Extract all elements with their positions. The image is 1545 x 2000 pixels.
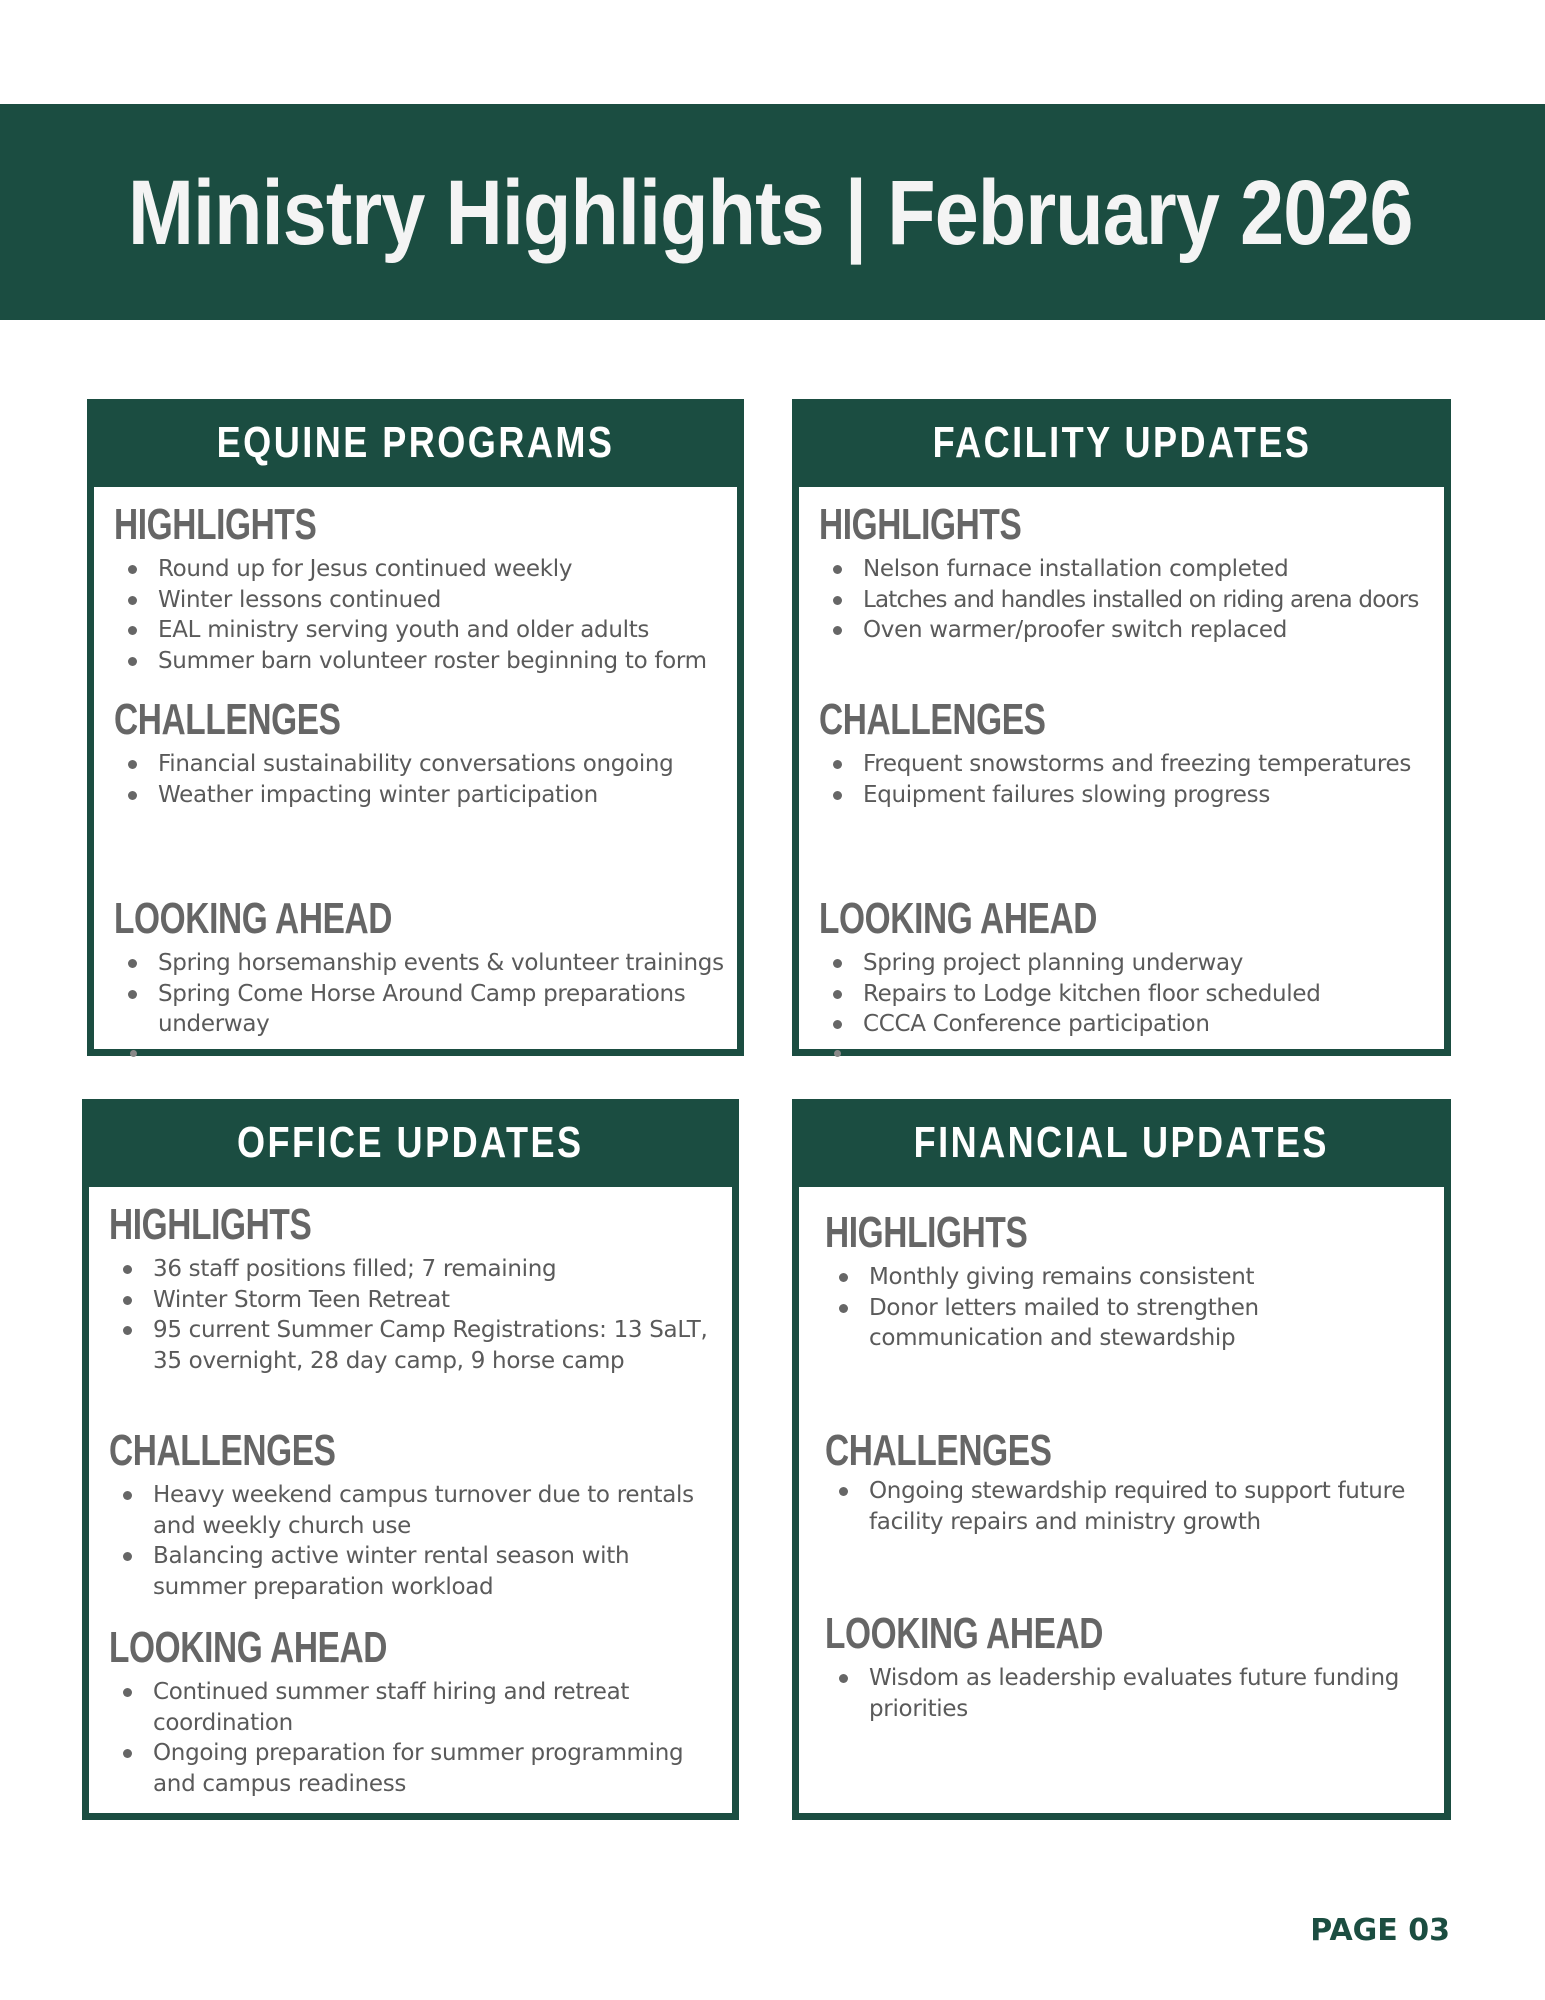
list-item: Oven warmer/proofer switch replaced <box>819 615 1446 646</box>
bullet-icon <box>128 760 137 769</box>
bullet-icon <box>123 1749 132 1758</box>
section-heading: LOOKING AHEAD <box>819 894 1098 943</box>
challenges-section <box>819 695 1438 810</box>
list-item: 95 current Summer Camp Registrations: 13 SaLT, 35 overnight, 28 day camp, 9 horse camp <box>109 1315 726 1376</box>
section-heading: HIGHLIGHTS <box>825 1208 1028 1257</box>
section-heading: LOOKING AHEAD <box>109 1623 388 1672</box>
looking-ahead-list <box>825 1663 1438 1724</box>
list-item: Latches and handles installed on riding arena doors <box>819 585 1446 616</box>
looking-ahead-section <box>109 1623 726 1799</box>
bullet-icon <box>123 1296 132 1305</box>
looking-ahead-list <box>114 948 731 1040</box>
bullet-icon <box>839 1487 848 1496</box>
looking-ahead-section <box>819 894 1438 1040</box>
bullet-icon <box>833 760 842 769</box>
card-financial-updates <box>792 1099 1451 1820</box>
bullet-icon <box>833 596 842 605</box>
list-item: Wisdom as leadership evaluates future funding priorities <box>825 1663 1438 1724</box>
bullet-icon <box>123 1326 132 1335</box>
list-item: Ongoing stewardship required to support future facility repairs and ministry growth <box>825 1476 1438 1537</box>
bullet-icon <box>833 990 842 999</box>
page-number: PAGE 03 <box>1310 1913 1450 1948</box>
bullet-icon <box>123 1265 132 1274</box>
bullet-icon <box>128 657 137 666</box>
list-item: Frequent snowstorms and freezing temperatures <box>819 749 1438 780</box>
list-item: Financial sustainability conversations ongoing <box>114 749 731 780</box>
list-item: Monthly giving remains consistent <box>825 1262 1438 1293</box>
bullet-icon <box>833 565 842 574</box>
list-item: Equipment failures slowing progress <box>819 780 1438 811</box>
highlights-section <box>109 1200 726 1376</box>
looking-ahead-section <box>825 1609 1438 1724</box>
list-item: Spring horsemanship events & volunteer trainings <box>114 948 731 979</box>
challenges-section <box>109 1426 726 1602</box>
bullet-icon <box>128 791 137 800</box>
bullet-icon <box>123 1491 132 1500</box>
bullet-icon <box>834 1050 841 1057</box>
section-heading: CHALLENGES <box>819 695 1046 744</box>
challenges-list <box>825 1476 1438 1537</box>
list-item: EAL ministry serving youth and older adults <box>114 615 731 646</box>
highlights-list <box>109 1254 726 1376</box>
list-item: Weather impacting winter participation <box>114 780 731 811</box>
card-header <box>82 1099 739 1187</box>
bullet-icon <box>833 1020 842 1029</box>
bullet-icon <box>839 1304 848 1313</box>
page-title: Ministry Highlights | February 2026 <box>128 162 1413 264</box>
card-header <box>792 1099 1451 1187</box>
card-office-updates <box>82 1099 739 1820</box>
card-title: OFFICE UPDATES <box>237 1118 584 1167</box>
highlights-section <box>825 1208 1438 1354</box>
challenges-section <box>825 1426 1438 1537</box>
looking-ahead-section <box>114 894 731 1040</box>
challenges-list <box>819 749 1438 810</box>
list-item: Spring project planning underway <box>819 948 1438 979</box>
card-title: FINANCIAL UPDATES <box>913 1118 1330 1167</box>
highlights-section <box>114 500 731 676</box>
highlights-list <box>114 554 731 676</box>
card-equine-programs <box>87 399 744 1056</box>
list-item: 36 staff positions filled; 7 remaining <box>109 1254 726 1285</box>
highlights-section <box>819 500 1446 646</box>
looking-ahead-list <box>109 1677 726 1799</box>
list-item: Heavy weekend campus turnover due to rentals and weekly church use <box>109 1480 726 1541</box>
bullet-icon <box>839 1273 848 1282</box>
list-item: Spring Come Horse Around Camp preparations underway <box>114 979 731 1040</box>
card-header <box>792 399 1451 487</box>
section-heading: HIGHLIGHTS <box>819 500 1022 549</box>
list-item: Summer barn volunteer roster beginning to form <box>114 646 731 677</box>
card-header <box>87 399 744 487</box>
list-item: Ongoing preparation for summer programming and campus readiness <box>109 1738 726 1799</box>
section-heading: LOOKING AHEAD <box>825 1609 1104 1658</box>
list-item: CCCA Conference participation <box>819 1009 1438 1040</box>
list-item: Balancing active winter rental season with summer preparation workload <box>109 1541 726 1602</box>
list-item: Continued summer staff hiring and retreat coordination <box>109 1677 726 1738</box>
card-title: EQUINE PROGRAMS <box>216 418 615 467</box>
highlights-list <box>825 1262 1438 1354</box>
card-title: FACILITY UPDATES <box>932 418 1311 467</box>
bullet-icon <box>839 1674 848 1683</box>
list-item: Donor letters mailed to strengthen communication and stewardship <box>825 1293 1438 1354</box>
challenges-list <box>109 1480 726 1602</box>
bullet-icon <box>833 791 842 800</box>
challenges-section <box>114 695 731 810</box>
list-item: Repairs to Lodge kitchen floor scheduled <box>819 979 1438 1010</box>
card-facility-updates <box>792 399 1451 1056</box>
bullet-icon <box>130 1050 137 1057</box>
bullet-icon <box>128 565 137 574</box>
list-item: Round up for Jesus continued weekly <box>114 554 731 585</box>
looking-ahead-list <box>819 948 1438 1040</box>
challenges-list <box>114 749 731 810</box>
section-heading: LOOKING AHEAD <box>114 894 393 943</box>
list-item: Winter Storm Teen Retreat <box>109 1285 726 1316</box>
bullet-icon <box>128 596 137 605</box>
bullet-icon <box>128 626 137 635</box>
section-heading: CHALLENGES <box>825 1426 1052 1475</box>
section-heading: HIGHLIGHTS <box>109 1200 312 1249</box>
list-item: Winter lessons continued <box>114 585 731 616</box>
section-heading: CHALLENGES <box>114 695 341 744</box>
list-item: Nelson furnace installation completed <box>819 554 1446 585</box>
section-heading: HIGHLIGHTS <box>114 500 317 549</box>
section-heading: CHALLENGES <box>109 1426 336 1475</box>
bullet-icon <box>123 1552 132 1561</box>
bullet-icon <box>833 626 842 635</box>
bullet-icon <box>833 959 842 968</box>
highlights-list <box>819 554 1446 646</box>
bullet-icon <box>128 990 137 999</box>
bullet-icon <box>123 1688 132 1697</box>
bullet-icon <box>128 959 137 968</box>
